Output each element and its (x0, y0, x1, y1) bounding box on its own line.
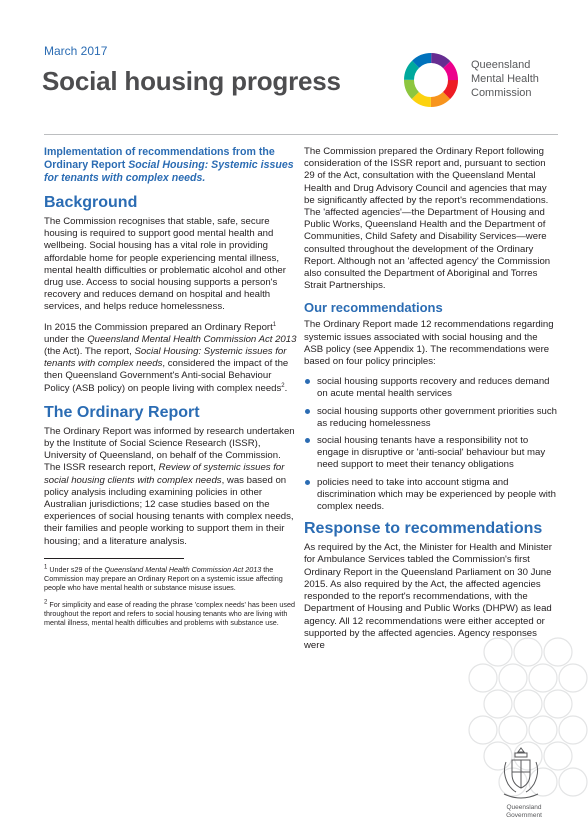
bullet-icon (305, 480, 310, 485)
bullet-icon (305, 379, 310, 384)
recommendations-heading: Our recommendations (304, 300, 443, 316)
footnote-divider (44, 558, 184, 559)
footnote-2: $^2$ For simplicity and ease of reading the phrase 'complex needs' has been used throughout the report and refers to social housing tenants who are living with mental illness, mental health difficulties and problems with substance use. (44, 599, 296, 627)
header-divider (44, 134, 558, 135)
bullet-icon (305, 409, 310, 414)
background-paragraph-2: In 2015 the Commission prepared an Ordinary Report$^1$ under the Queensland Mental Health Commission Act 2013 (the Act). The report, Social Housing: Systemic issues for tenants with complex needs, considered the impact of the then Queensland Government's Anti-social Behaviour Policy (ASB policy) on people living with complex needs$^2$. (44, 321, 297, 394)
list-item: social housing supports other government priorities such as reducing homelessness (304, 406, 558, 430)
response-paragraph: As required by the Act, the Minister for Health and Minister for Ambulance Services tabled the Commission's first Ordinary Report in the Queensland Parliament on 30 June 2015. As also required by the Act, the affected agencies responded to the report's recommendations, with the Department of Housing and Public Works (DHPW) as lead agency. All 12 recommendations were either accepted or supported by the affected agencies. Agency responses were (304, 542, 552, 651)
list-item: social housing tenants have a responsibility not to engage in disruptive or 'anti-social' behaviour but may need support to meet their tenancy obligations (304, 435, 558, 472)
ordinary-report-paragraph: The Ordinary Report was informed by research undertaken by the Institute of Social Science Research (ISSR), University of Queensland, on behalf of the Commission. The ISSR research report, Review of systemic issues for social housing clients with complex needs, was based on policy analysis including examining policies in other Australian jurisdictions; 12 case studies based on the experiences of social housing tenants with complex needs, their families and people working to support them in their housing; and a literature analysis. (44, 425, 295, 547)
bullet-icon (305, 438, 310, 443)
response-heading: Response to recommendations (304, 520, 543, 538)
list-item: policies need to take into account stigma and discrimination which may be experienced by people with complex needs. (304, 477, 558, 514)
ordinary-report-heading: The Ordinary Report (44, 403, 200, 421)
background-heading: Background (44, 194, 138, 211)
left-column (44, 146, 298, 635)
right-column (304, 146, 558, 660)
footnote-1: $^1$ Under s29 of the Queensland Mental Health Commission Act 2013 the Commission may prepare an Ordinary Report on a systemic issue affecting people who have mental health or substance misuse issues. (44, 564, 283, 592)
queensland-government-wordmark: Queensland Government (506, 804, 542, 819)
logo-wordmark: Queensland Mental Health Commission (471, 59, 539, 99)
page-title: Social housing progress (42, 66, 341, 96)
list-item: social housing supports recovery and reduces demand on acute mental health services (304, 376, 558, 400)
commission-ring-icon (401, 50, 461, 110)
principles-list (304, 376, 558, 513)
queensland-government-crest-icon (498, 744, 544, 804)
date-label: March 2017 (44, 44, 108, 58)
recommendations-paragraph: The Ordinary Report made 12 recommendations regarding systemic issues associated with social housing and the ASB policy (see Appendix 1). The recommendations were based on four policy principles: (304, 319, 554, 368)
qmhc-logo (401, 50, 561, 110)
consultation-paragraph: The Commission prepared the Ordinary Report following consideration of the ISSR report and, pursuant to section 29 of the Act, consultation with the Queensland Mental Health and Drug Advisory Council and agencies that may be significantly affected by the report's recommendations. The 'affected agencies'—the Department of Housing and Public Works, Queensland Health and the Department of Communities, Child Safety and Disability Services—were consulted throughout the development of the Ordinary Report. Although not an 'affected agency' the Commission also consulted the Department of Aboriginal and Torres Strait Partnerships. (304, 146, 551, 292)
intro-text: Implementation of recommendations from the Ordinary Report Social Housing: Systemic issues for tenants with complex needs. (44, 146, 294, 184)
background-paragraph-1: The Commission recognises that stable, safe, secure housing is required to support good mental health and wellbeing. Social housing has a vital role in providing affordable home for people experiencing mental illness, mental health difficulties or problematic alcohol and other drug use. Access to social housing supports a person's recovery and reduces demand on hospital and health services, and helps reduce homelessness. (44, 216, 286, 313)
